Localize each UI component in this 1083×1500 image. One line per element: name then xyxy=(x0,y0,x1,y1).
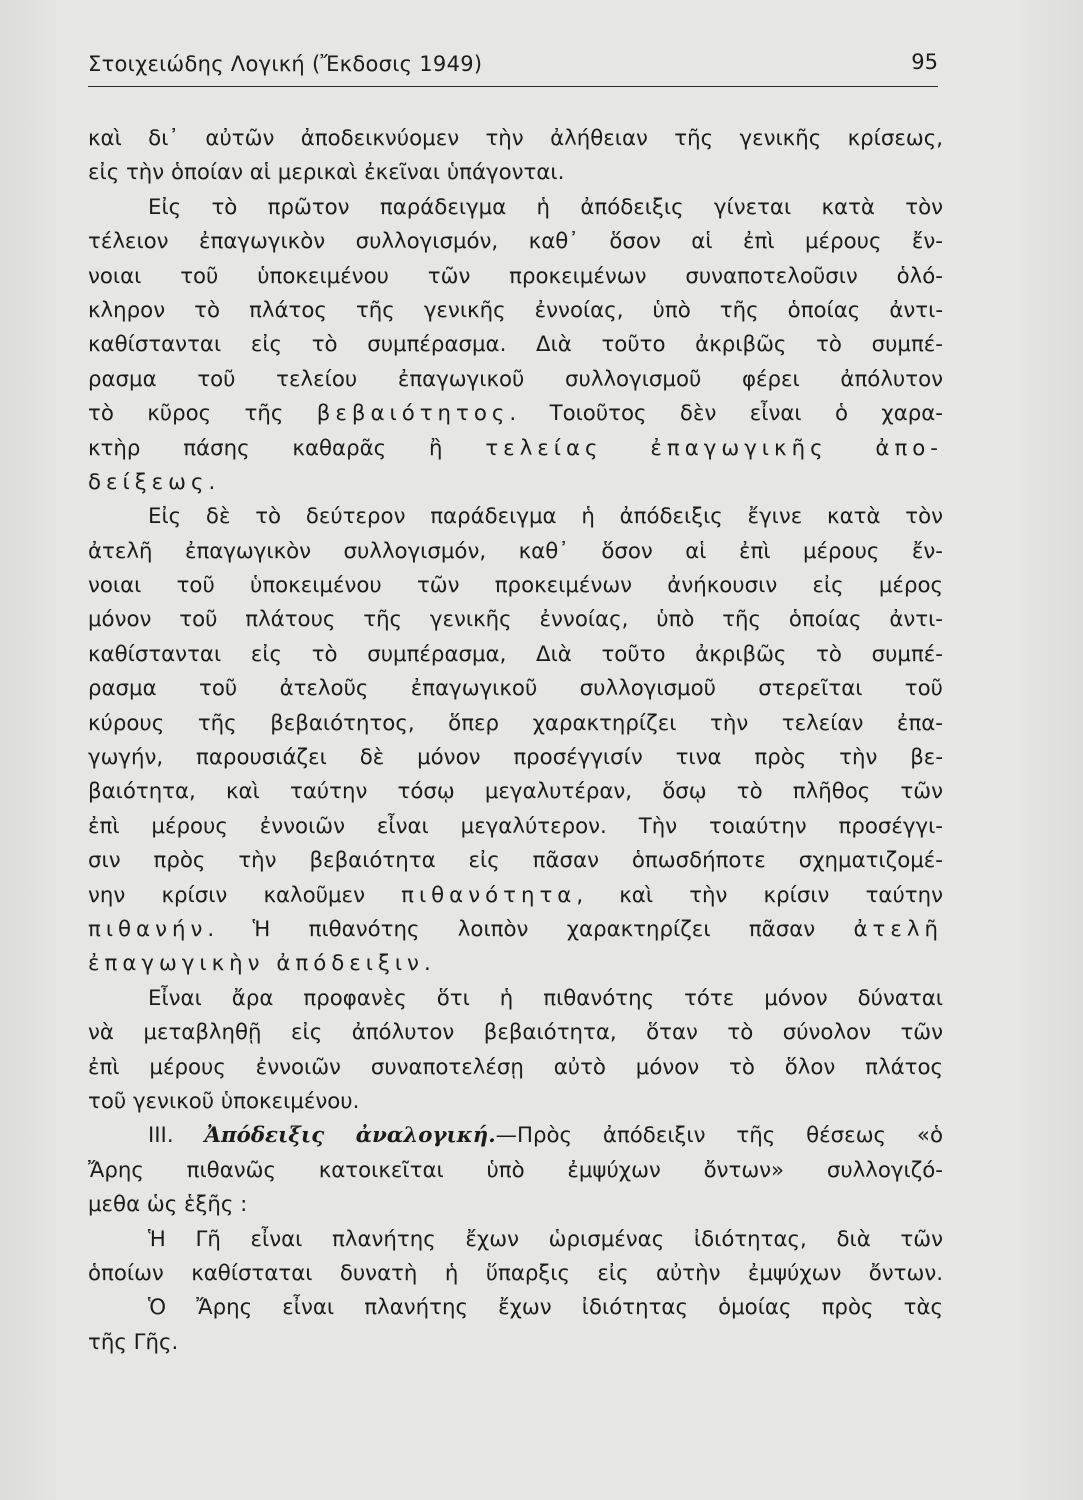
text-line xyxy=(88,879,943,913)
text-segment: , καὶ τὴν κρίσιν ταύτην xyxy=(576,882,943,908)
text-line xyxy=(88,397,943,431)
emphasis-spaced: δείξεως. xyxy=(88,469,221,495)
text-line: τοῦ γενικοῦ ὑποκειμένου. xyxy=(88,1088,360,1114)
text-line: νὰ μεταβληθῇ εἰς ἀπόλυτον βεβαιότητα, ὅταν τὸ σύνολον τῶν xyxy=(88,1020,943,1046)
emphasis-spaced: πιθανήν xyxy=(88,916,208,942)
page-number: 95 xyxy=(911,50,938,74)
text-line: ἀτελῆ ἐπαγωγικὸν συλλογισμόν, καθ᾿ ὅσον αἱ ἐπὶ μέρους ἔν- xyxy=(88,538,943,564)
section-title: Ἀπόδειξις ἀναλογική. xyxy=(204,1123,496,1149)
text-segment: τὸ κῦρος τῆς xyxy=(88,401,284,427)
text-line: καθίστανται εἰς τὸ συμπέρασμα, Διὰ τοῦτο ἀκριβῶς τὸ συμπέ- xyxy=(88,641,943,667)
emphasis-spaced: πιθανότητα xyxy=(401,882,577,908)
text-segment: νην κρίσιν καλοῦμεν xyxy=(88,882,365,908)
page-header xyxy=(88,44,938,88)
text-line: καὶ δι᾿ αὐτῶν ἀποδεικνύομεν τὴν ἀλήθειαν τῆς γενικῆς κρίσεως, xyxy=(88,126,943,151)
running-head: Στοιχειώδης Λογική (Ἔκδοσις 1949) xyxy=(88,52,483,76)
text-line: σιν πρὸς τὴν βεβαιότητα εἰς πᾶσαν ὁπωσδήποτε σχηματιζομέ- xyxy=(88,848,943,874)
text-line: γωγήν, παρουσιάζει δὲ μόνον προσέγγισίν τινα πρὸς τὴν βε- xyxy=(88,745,943,771)
text-line: ρασμα τοῦ τελείου ἐπαγωγικοῦ συλλογισμοῦ φέρει ἀπόλυτον xyxy=(88,366,943,392)
paragraph-start: Εἶναι ἄρα προφανὲς ὅτι ἡ πιθανότης τότε μόνον δύναται xyxy=(148,985,943,1011)
text-segment: κτὴρ πάσης καθαρᾶς ἢ xyxy=(88,435,443,461)
emphasis-spaced: τελείας ἐπαγωγικῆς ἀπο- xyxy=(485,435,943,461)
emphasis-spaced: ἐπαγωγικὴν ἀπόδειξιν. xyxy=(88,951,436,977)
text-line: βαιότητα, καὶ ταύτην τόσῳ μεγαλυτέραν, ὅσῳ τὸ πλῆθος τῶν xyxy=(88,779,943,805)
text-segment: . Ἡ πιθανότης λοιπὸν χαρακτηρίζει πᾶσαν xyxy=(207,916,816,942)
emphasis-spaced: βεβαιότητος xyxy=(316,401,510,427)
text-line: τῆς Γῆς. xyxy=(88,1329,179,1355)
text-line: κληρον τὸ πλάτος τῆς γενικῆς ἐννοίας, ὑπὸ τῆς ὁποίας ἀντι- xyxy=(88,297,943,323)
text-line xyxy=(88,913,943,947)
text-segment: —Πρὸς ἀπόδειξιν τῆς θέσεως «ὁ xyxy=(495,1123,943,1149)
text-line: νοιαι τοῦ ὑποκειμένου τῶν προκειμένων ἀνήκουσιν εἰς μέρος xyxy=(88,573,943,599)
section-number: III. xyxy=(148,1123,174,1149)
text-line: εἰς τὴν ὁποίαν αἱ μερικαὶ ἐκεῖναι ὑπάγονται. xyxy=(88,160,565,186)
text-line: ὁποίων καθίσταται δυνατὴ ἡ ὕπαρξις εἰς αὐτὴν ἐμψύχων ὄντων. xyxy=(88,1260,943,1286)
section-heading-line xyxy=(88,1119,943,1153)
text-line: ρασμα τοῦ ἀτελοῦς ἐπαγωγικοῦ συλλογισμοῦ στερεῖται τοῦ xyxy=(88,676,943,702)
text-segment: . Τοιοῦτος δὲν εἶναι ὁ χαρα- xyxy=(509,401,943,427)
text-line: τέλειον ἐπαγωγικὸν συλλογισμόν, καθ᾿ ὅσον αἱ ἐπὶ μέρους ἔν- xyxy=(88,229,943,255)
text-line: ἐπὶ μέρους ἐννοιῶν εἶναι μεγαλύτερον. Τὴν τοιαύτην προσέγγι- xyxy=(88,813,943,839)
text-line: κύρους τῆς βεβαιότητος, ὅπερ χαρακτηρίζει τὴν τελείαν ἐπα- xyxy=(88,710,943,736)
header-rule xyxy=(88,86,938,87)
emphasis-spaced: ἀτελῆ xyxy=(853,916,943,942)
body-text xyxy=(88,122,943,1360)
text-line: μόνον τοῦ πλάτους τῆς γενικῆς ἐννοίας, ὑπὸ τῆς ὁποίας ἀντι- xyxy=(88,607,943,633)
paragraph-start: Εἰς τὸ πρῶτον παράδειγμα ἡ ἀπόδειξις γίνεται κατὰ τὸν xyxy=(148,194,943,220)
text-line: ἐπὶ μέρους ἐννοιῶν συναποτελέσῃ αὐτὸ μόνον τὸ ὅλον πλάτος xyxy=(88,1054,943,1080)
text-line: μεθα ὡς ἑξῆς : xyxy=(88,1192,248,1218)
text-line: Ἄρης πιθανῶς κατοικεῖται ὑπὸ ἐμψύχων ὄντων» συλλογιζό- xyxy=(88,1157,943,1183)
premise-line: Ὁ Ἄρης εἶναι πλανήτης ἔχων ἰδιότητας ὁμοίας πρὸς τὰς xyxy=(148,1295,943,1321)
text-line: καθίστανται εἰς τὸ συμπέρασμα. Διὰ τοῦτο ἀκριβῶς τὸ συμπέ- xyxy=(88,332,943,358)
premise-line: Ἡ Γῆ εἶναι πλανήτης ἔχων ὡρισμένας ἰδιότητας, διὰ τῶν xyxy=(148,1226,943,1252)
text-line: νοιαι τοῦ ὑποκειμένου τῶν προκειμένων συναποτελοῦσιν ὁλό- xyxy=(88,263,943,289)
text-line xyxy=(88,432,943,466)
paragraph-start: Εἰς δὲ τὸ δεύτερον παράδειγμα ἡ ἀπόδειξις ἔγινε κατὰ τὸν xyxy=(148,504,943,530)
